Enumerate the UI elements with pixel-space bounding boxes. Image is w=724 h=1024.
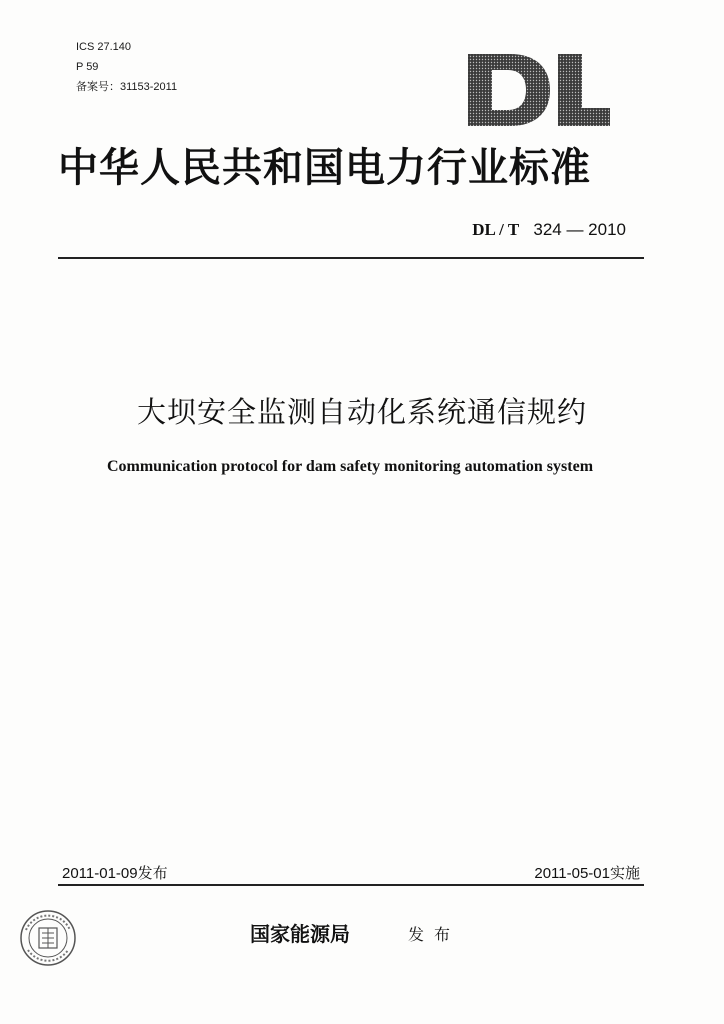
publisher-seal-icon <box>18 908 78 968</box>
issuing-authority: 国家能源局 <box>250 922 350 946</box>
footer-divider <box>58 884 644 886</box>
organization-title: 中华人民共和国电力行业标准 <box>58 144 591 191</box>
issue-date: 2011-01-09发布 <box>62 865 168 882</box>
document-title-zh: 大坝安全监测自动化系统通信规约 <box>136 395 587 429</box>
standard-code: 324 — 2010 <box>533 220 626 239</box>
class-code: P 59 <box>76 61 99 73</box>
document-title-en: Communication protocol for dam safety monitoring automation system <box>106 458 594 475</box>
dl-logo-icon <box>466 52 612 128</box>
filing-number: 备案号：31153-2011 <box>76 81 178 93</box>
standard-number <box>472 220 626 240</box>
classification-block <box>76 37 177 97</box>
standard-prefix: DL / T <box>472 220 520 239</box>
issued-label: 发布 <box>408 925 461 944</box>
ics-code: ICS 27.140 <box>76 41 132 53</box>
implementation-date: 2011-05-01实施 <box>534 865 640 882</box>
header-divider <box>58 257 644 259</box>
